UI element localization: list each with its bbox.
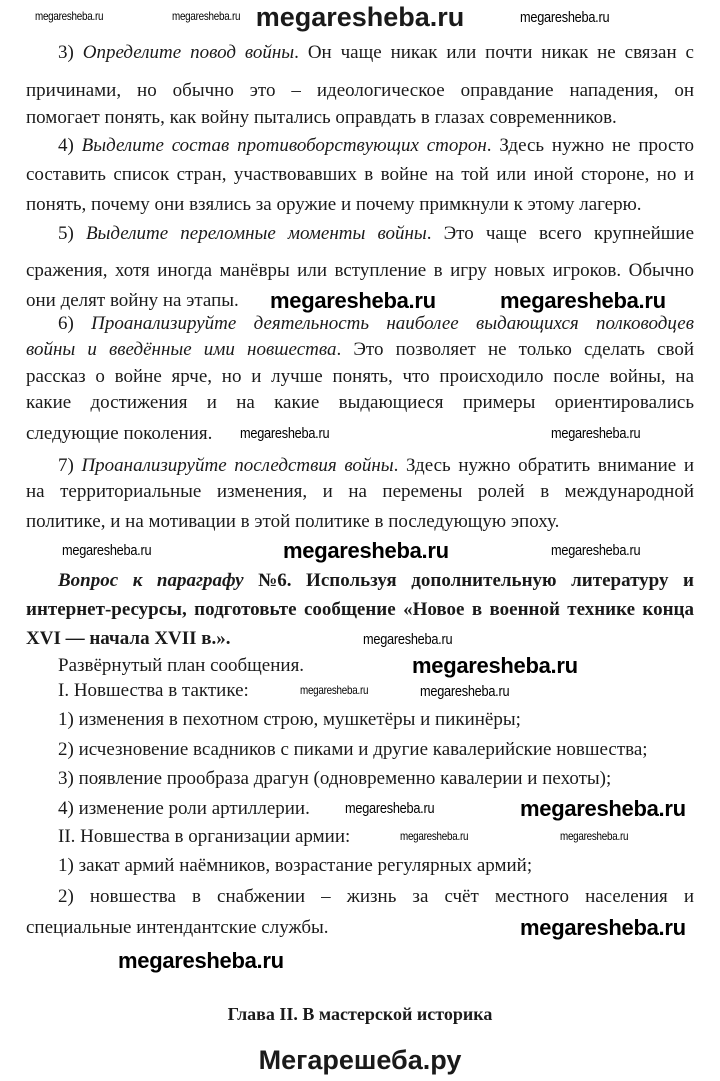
text-segment: рассказ о войне ярче, но и лучше понять, что происходило после войны, на [26,366,694,387]
watermark: megaresheba.ru [412,653,578,678]
text-line-content [26,290,239,312]
text-line [58,655,694,677]
text-line [58,886,694,908]
text-segment: . Он чаще никак или почти никак не связан с [294,42,694,63]
text-segment: Определите повод войны [82,42,295,63]
watermark: megaresheba.ru [500,288,666,313]
text-line-content [58,223,694,245]
text-line [26,366,694,388]
text-line [26,194,694,216]
text-line-content [58,739,648,761]
text-line-content [58,798,310,820]
text-line [26,80,694,102]
text-line-content [26,194,642,216]
text-segment: 4) изменение роли артиллерии. [58,798,310,819]
text-line-content [26,164,694,186]
chapter-title: Глава II. В мастерской историка [227,1004,493,1024]
watermark: megaresheba.ru [62,542,152,559]
watermark: megaresheba.ru [270,288,436,313]
text-segment: понять, почему они взялись за оружие и почему примкнули к этому лагерю. [26,194,642,215]
text-segment: причинами, но обычно это – идеологическое оправдание нападения, он [26,80,694,101]
text-line [58,223,694,245]
text-line-content [58,855,532,877]
text-segment: на территориальные изменения, и на перемены ролей в международной [26,481,694,502]
question-line [58,570,694,592]
watermark: megaresheba.ru [560,829,629,843]
text-line-content [58,826,350,848]
text-line-content [26,423,212,445]
text-segment: XVI — начала XVII в.». [26,628,231,649]
watermark: megaresheba.ru [240,425,330,442]
watermark: megaresheba.ru [520,796,686,821]
watermark: megaresheba.ru [551,425,641,442]
text-line-content [26,339,694,361]
text-line-content [58,313,694,335]
text-line [58,42,694,64]
text-segment: . Это чаще всего крупнейшие [426,223,694,244]
text-line [26,260,694,282]
text-segment: 7) [58,455,82,476]
text-segment: . Здесь нужно не просто [486,135,694,156]
text-line-content [26,107,617,129]
text-segment: интернет-ресурсы, подготовьте сообщение «Новое в военной технике конца [26,599,694,620]
text-segment: Развёрнутый план сообщения. [58,655,305,676]
text-segment: . Здесь нужно обратить внимание и [393,455,694,476]
text-line-content [58,680,249,702]
text-line [58,313,694,335]
text-line [26,392,694,414]
text-line-content [58,655,304,677]
text-line-content [58,455,694,477]
text-segment: Проанализируйте последствия войны [81,455,394,476]
watermark: megaresheba.ru [35,9,104,23]
watermark: megaresheba.ru [520,915,686,940]
text-segment: 2) новшества в снабжении – жизнь за счёт местного населения и [58,886,694,907]
text-segment: I. Новшества в тактике: [58,680,249,701]
text-segment: Проанализируйте деятельность наиболее выдающихся полководцев [91,313,694,334]
text-segment: 1) изменения в пехотном строю, мушкетёры и пикинёры; [58,709,521,730]
text-line [58,680,694,702]
text-segment: 4) [58,135,82,156]
text-line [26,164,694,186]
watermark: megaresheba.ru [283,538,449,563]
text-line-content [26,80,694,102]
text-segment: 6) [58,313,92,334]
watermark: megaresheba.ru [363,631,453,648]
site-header-watermark: megaresheba.ru [255,2,465,32]
text-segment: политике, и на мотивации в этой политике в последующую эпоху. [26,511,560,532]
text-segment: Выделите переломные моменты войны [85,223,427,244]
question-line [26,628,694,650]
text-segment: сражения, хотя иногда манёвры или вступление в игру новых игроков. Обычно [26,260,694,281]
text-segment: помогает понять, как войну пытались оправдать в глазах современников. [26,107,617,128]
text-line-content [26,260,694,282]
text-segment: войны и введённые ими новшества [26,339,337,360]
text-line-content [26,481,694,503]
watermark: megaresheba.ru [520,9,610,26]
text-segment: специальные интендантские службы. [26,917,329,938]
text-line-content [26,392,694,414]
text-line-content [26,917,329,939]
text-line-content [58,135,694,157]
text-segment: . Это позволяет не только сделать свой [336,339,694,360]
text-line-content [58,768,611,790]
text-segment: 5) [58,223,86,244]
watermark: megaresheba.ru [172,9,241,23]
text-line [58,739,694,761]
text-line-content [58,570,694,592]
watermark: megaresheba.ru [551,542,641,559]
watermark: megaresheba.ru [345,800,435,817]
text-line [58,709,694,731]
text-line [26,339,694,361]
text-segment: 1) закат армий наёмников, возрастание регулярных армий; [58,855,533,876]
text-line [58,768,694,790]
question-line [26,599,694,621]
watermark: megaresheba.ru [420,683,510,700]
watermark: megaresheba.ru [300,683,369,697]
text-line-content [26,599,694,621]
text-line [58,455,694,477]
text-line-content [58,709,521,731]
watermark: megaresheba.ru [118,948,284,973]
text-segment: Выделите состав противоборствующих сторон [81,135,487,156]
text-line-content [26,628,231,650]
text-line [26,511,694,533]
watermark: megaresheba.ru [400,829,469,843]
text-segment: какие достижения и на какие выдающиеся примеры ориентировались [26,392,694,413]
text-segment: они делят войну на этапы. [26,290,239,311]
text-line [26,481,694,503]
text-line-content [58,886,694,908]
text-line-content [58,42,694,64]
text-line [58,135,694,157]
text-segment: составить список стран, участвовавших в войне на той или иной стороне, но и [26,164,694,185]
text-segment: следующие поколения. [26,423,213,444]
text-segment: 2) исчезновение всадников с пиками и другие кавалерийские новшества; [58,739,648,760]
text-line [26,107,694,129]
footer-watermark: Мегарешеба.ру [258,1045,462,1075]
text-segment: 3) [58,42,83,63]
text-line-content [26,366,694,388]
text-segment: 3) появление прообраза драгун (одновременно кавалерии и пехоты); [58,768,612,789]
text-segment: Вопрос к параграфу [58,570,244,591]
text-line-content [26,511,559,533]
text-line [58,855,694,877]
text-segment: №6. Используя дополнительную литературу и [243,570,694,591]
text-segment: II. Новшества в организации армии: [58,826,351,847]
